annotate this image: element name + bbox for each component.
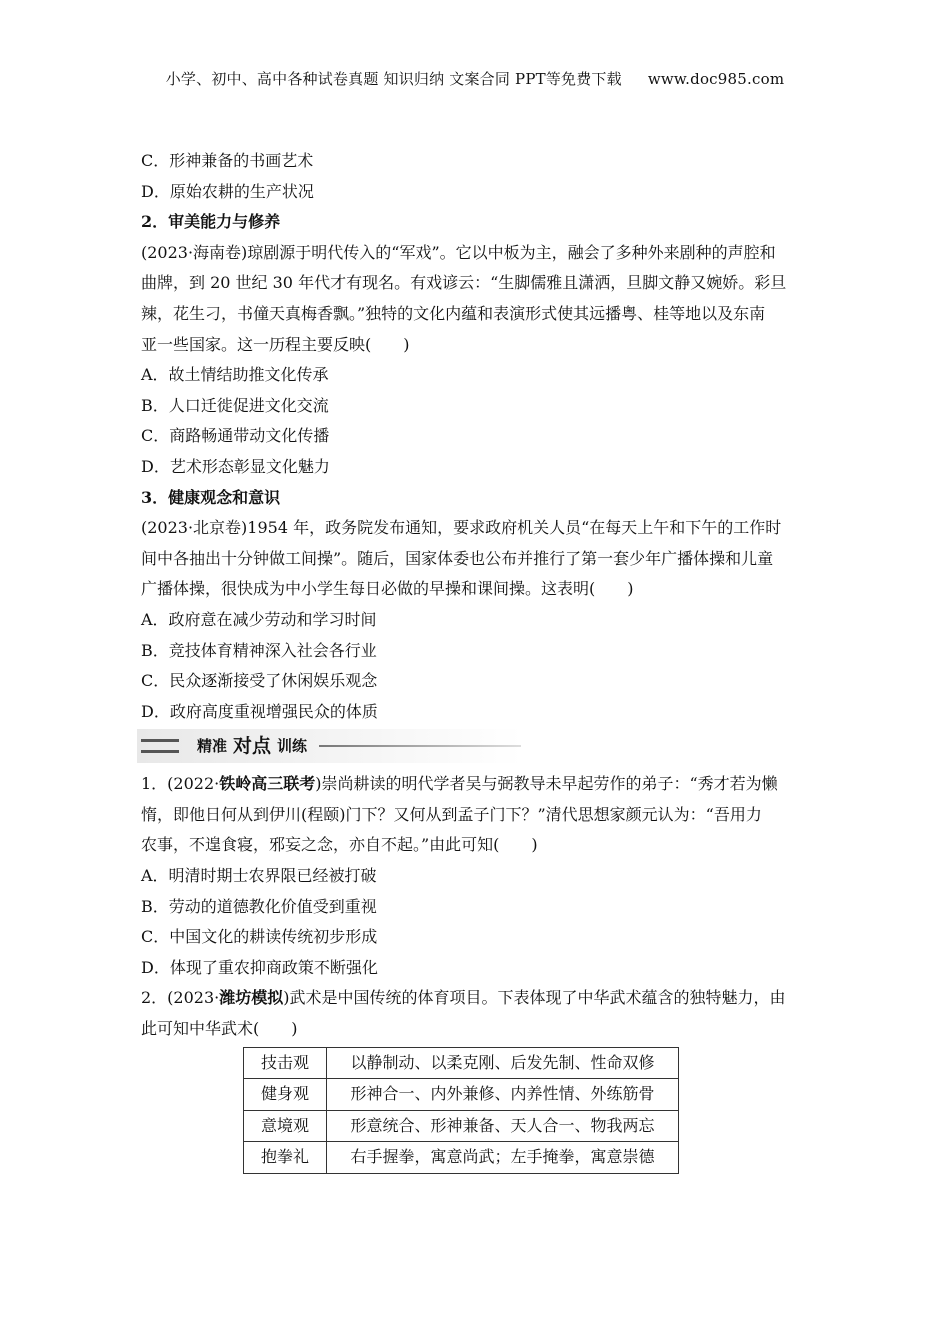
q2-option-c: C．商路畅通带动文化传播 <box>141 426 330 446</box>
table-key: 技击观 <box>244 1047 327 1079</box>
p1-source: 铁岭高三联考 <box>219 774 316 794</box>
table-row <box>244 1142 679 1174</box>
option-c: C．形神兼备的书画艺术 <box>141 151 314 170</box>
q2-option-a: A．故土情结助推文化传承 <box>141 365 329 385</box>
banner-bars-icon <box>141 739 179 753</box>
q2-line: 亚一些国家。这一历程主要反映( ) <box>141 334 410 354</box>
table-row <box>244 1047 679 1079</box>
q2-title: 2．审美能力与修养 <box>141 212 281 232</box>
table-value: 形意统合、形神兼备、天人合一、物我两忘 <box>327 1110 679 1142</box>
q2-option-d: D．艺术形态彰显文化魅力 <box>141 456 330 476</box>
banner-text-2: 对点 <box>233 734 272 757</box>
banner-rule <box>319 745 521 747</box>
q3-line: (2023·北京卷)1954 年，政务院发布通知，要求政府机关人员“在每天上午和下午的工作时 <box>141 518 782 538</box>
q3-option-b: B．竞技体育精神深入社会各行业 <box>141 640 377 660</box>
table-key: 意境观 <box>244 1110 327 1142</box>
table-value: 右手握拳，寓意尚武；左手掩拳，寓意崇德 <box>327 1142 679 1174</box>
p2-source: 潍坊模拟 <box>219 988 284 1008</box>
q2-option-b: B．人口迁徙促进文化交流 <box>141 395 329 415</box>
page-content <box>141 146 811 1174</box>
p2-line <box>141 983 811 1014</box>
p2-line: 此可知中华武术( ) <box>141 1019 298 1039</box>
q2-line: (2023·海南卷)琼剧源于明代传入的“军戏”。它以中板为主，融会了多种外来剧种的声腔和 <box>141 242 776 262</box>
q2-line: 曲牌，到 20 世纪 30 年代才有现名。有戏谚云：“生脚儒雅且潇洒，旦脚文静又婉娇。彩旦 <box>141 273 787 293</box>
p1-option-a: A．明清时期士农界限已经被打破 <box>141 866 377 886</box>
page-header <box>0 68 950 89</box>
q3-title: 3．健康观念和意识 <box>141 487 281 507</box>
q2-line: 辣，花生刁，书僮天真梅香飘。”独特的文化内蕴和表演形式使其远播粤、桂等地以及东南 <box>141 303 766 323</box>
q3-option-c: C．民众逐渐接受了休闲娱乐观念 <box>141 671 378 691</box>
p1-line1-rest: )崇尚耕读的明代学者吴与弼教导未早起劳作的弟子：“秀才若为懒 <box>315 774 778 794</box>
table-key: 健身观 <box>244 1079 327 1111</box>
banner-text-3: 训练 <box>277 736 308 755</box>
banner-text-1: 精准 <box>197 736 228 755</box>
p2-line1-rest: )武术是中国传统的体育项目。下表体现了中华武术蕴含的独特魅力，由 <box>283 988 786 1008</box>
wushu-table <box>243 1047 679 1174</box>
q3-option-a: A．政府意在减少劳动和学习时间 <box>141 609 377 629</box>
section-banner <box>141 731 811 761</box>
p1-num: 1．(2022· <box>141 774 220 794</box>
header-site: www.doc985.com <box>647 70 785 88</box>
q3-line: 广播体操，很快成为中小学生每日必做的早操和课间操。这表明( ) <box>141 579 634 599</box>
p1-option-b: B．劳动的道德教化价值受到重视 <box>141 896 377 916</box>
q3-line: 间中各抽出十分钟做工间操”。随后，国家体委也公布并推行了第一套少年广播体操和儿童 <box>141 548 774 568</box>
q3-option-d: D．政府高度重视增强民众的体质 <box>141 701 378 721</box>
table-value: 以静制动、以柔克刚、后发先制、性命双修 <box>327 1047 679 1079</box>
option-d: D．原始农耕的生产状况 <box>141 181 314 201</box>
table-key: 抱拳礼 <box>244 1142 327 1174</box>
header-text: 小学、初中、高中各种试卷真题 知识归纳 文案合同 PPT等免费下载 <box>165 70 622 88</box>
p1-line <box>141 769 811 800</box>
table-row <box>244 1110 679 1142</box>
p2-num: 2．(2023· <box>141 988 220 1008</box>
p1-option-d: D．体现了重农抑商政策不断强化 <box>141 957 378 977</box>
p1-line: 惰，即他日何从到伊川(程颐)门下？又何从到孟子门下？”清代思想家颜元认为：“吾用力 <box>141 804 762 824</box>
table-row <box>244 1079 679 1111</box>
p1-line: 农事，不遑食寝，邪妄之念，亦自不起。”由此可知( ) <box>141 835 538 855</box>
table-value: 形神合一、内外兼修、内养性情、外练筋骨 <box>327 1079 679 1111</box>
p1-option-c: C．中国文化的耕读传统初步形成 <box>141 927 378 947</box>
